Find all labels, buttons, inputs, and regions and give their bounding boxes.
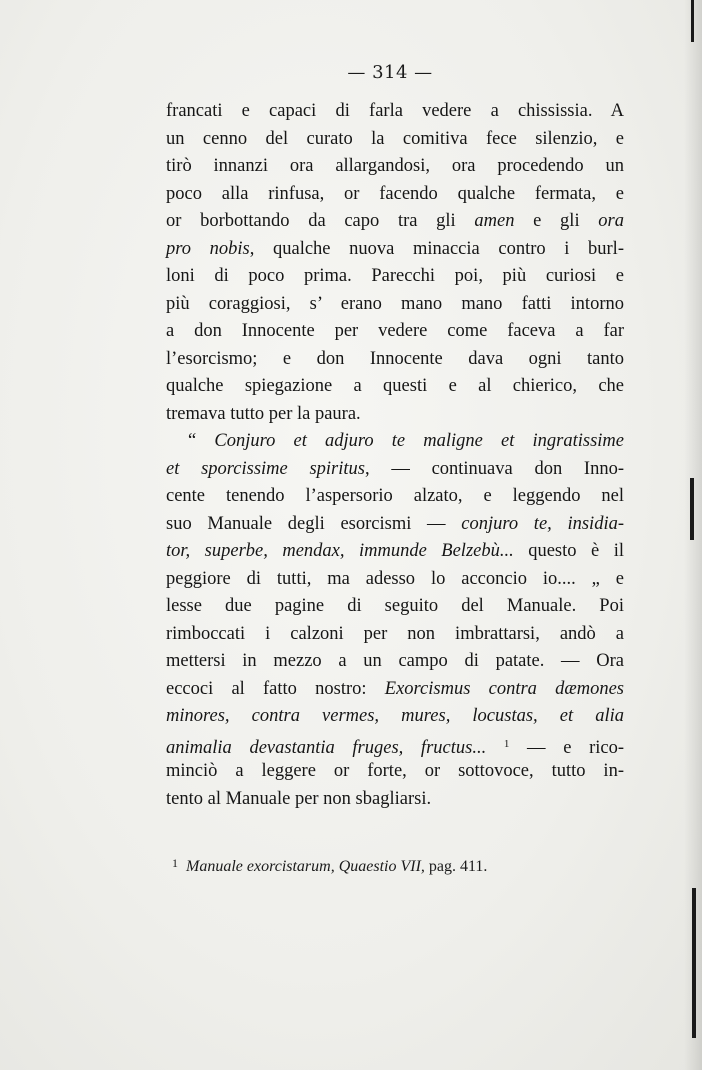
text-line	[166, 208, 624, 236]
text-line	[166, 263, 624, 291]
text-line	[166, 236, 624, 264]
text-segment: , qualche nuova minaccia contro i burl-	[249, 238, 624, 259]
text-segment: Exorcismus contra dæmones	[384, 678, 624, 699]
text-line	[166, 538, 624, 566]
text-line	[166, 153, 624, 181]
text-segment: “	[188, 431, 215, 451]
text-segment: tento al Manuale per non sbagliarsi.	[166, 788, 432, 809]
text-line	[166, 291, 624, 319]
text-segment: et sporcissime spiritus	[166, 458, 365, 479]
scan-edge-mark	[691, 0, 694, 42]
body-text	[166, 98, 624, 813]
text-line	[166, 786, 624, 814]
text-segment: suo Manuale degli esorcismi —	[166, 513, 462, 534]
scan-edge-mark	[690, 478, 694, 540]
text-segment: e gli	[514, 211, 599, 231]
text-line	[166, 648, 624, 676]
footnote	[172, 856, 624, 876]
text-segment: qualche spiegazione a questi e al chierico, che	[166, 376, 624, 396]
text-segment: pro nobis	[166, 238, 250, 259]
text-line	[166, 346, 624, 374]
text-segment: minores, contra vermes, mures, locustas, et alia	[166, 706, 624, 726]
text-line	[166, 181, 624, 209]
text-segment	[486, 738, 504, 758]
text-line	[166, 318, 624, 346]
text-segment: , — continuava don Inno-	[365, 458, 624, 479]
text-segment: rimboccati i calzoni per non imbrattarsi, andò a	[166, 623, 624, 644]
text-line	[166, 483, 624, 511]
text-line	[166, 456, 624, 484]
text-segment: lesse due pagine di seguito del Manuale. Poi	[166, 596, 624, 616]
footnote-number: 1	[172, 856, 178, 870]
text-segment: animalia devastantia fruges, fructus...	[166, 737, 487, 758]
text-segment: loni di poco prima. Parecchi poi, più curiosi e	[166, 266, 624, 286]
text-line	[166, 401, 624, 429]
footnote-ref: 1	[503, 737, 510, 750]
text-segment: poco alla rinfusa, or facendo qualche fermata, e	[166, 183, 624, 204]
text-segment: tirò innanzi ora allargandosi, ora procedendo un	[166, 156, 624, 176]
text-segment: ora	[598, 211, 624, 231]
text-segment: mettersi in mezzo a un campo di patate. — Ora	[166, 651, 624, 671]
text-segment: a don Innocente per vedere come faceva a far	[166, 321, 624, 341]
text-segment: un cenno del curato la comitiva fece silenzio, e	[166, 128, 624, 149]
text-segment: Conjuro et adjuro te maligne et ingratissime	[214, 431, 624, 451]
text-segment: l’esorcismo; e don Innocente dava ogni tanto	[166, 348, 624, 369]
footnote-page: pag. 411.	[424, 858, 488, 875]
scan-edge-mark	[692, 888, 696, 1038]
text-line	[166, 676, 624, 704]
text-line	[166, 703, 624, 731]
text-segment: tremava tutto per la paura.	[166, 403, 361, 424]
text-segment: questo è il	[513, 541, 624, 561]
text-segment: — e rico-	[509, 737, 624, 758]
text-line	[166, 566, 624, 594]
text-line	[166, 593, 624, 621]
text-line	[166, 758, 624, 786]
text-line	[166, 621, 624, 649]
text-segment: conjuro te, insidia-	[461, 513, 624, 534]
footnote-source: Manuale exorcistarum, Quaestio VII,	[186, 858, 425, 875]
text-segment: più coraggiosi, s’ erano mano mano fatti intorno	[166, 293, 624, 314]
text-segment: minciò a leggere or forte, or sottovoce, tutto in-	[166, 761, 624, 781]
text-segment: eccoci al fatto nostro:	[166, 678, 385, 699]
text-segment: cente tenendo l’aspersorio alzato, e leggendo nel	[166, 486, 624, 506]
text-line	[166, 98, 624, 126]
text-segment: tor, superbe, mendax, immunde Belzebù...	[166, 541, 514, 561]
text-line	[166, 428, 624, 456]
text-segment: francati e capaci di farla vedere a chississia. A	[166, 101, 624, 121]
text-line	[166, 731, 624, 759]
text-line	[166, 126, 624, 154]
text-segment: or borbottando da capo tra gli	[166, 211, 475, 231]
text-line	[166, 511, 624, 539]
text-segment: amen	[474, 211, 515, 231]
page-number: — 314 —	[347, 62, 433, 83]
text-segment: peggiore di tutti, ma adesso lo acconcio io.... „ e	[166, 568, 624, 589]
text-line	[166, 373, 624, 401]
